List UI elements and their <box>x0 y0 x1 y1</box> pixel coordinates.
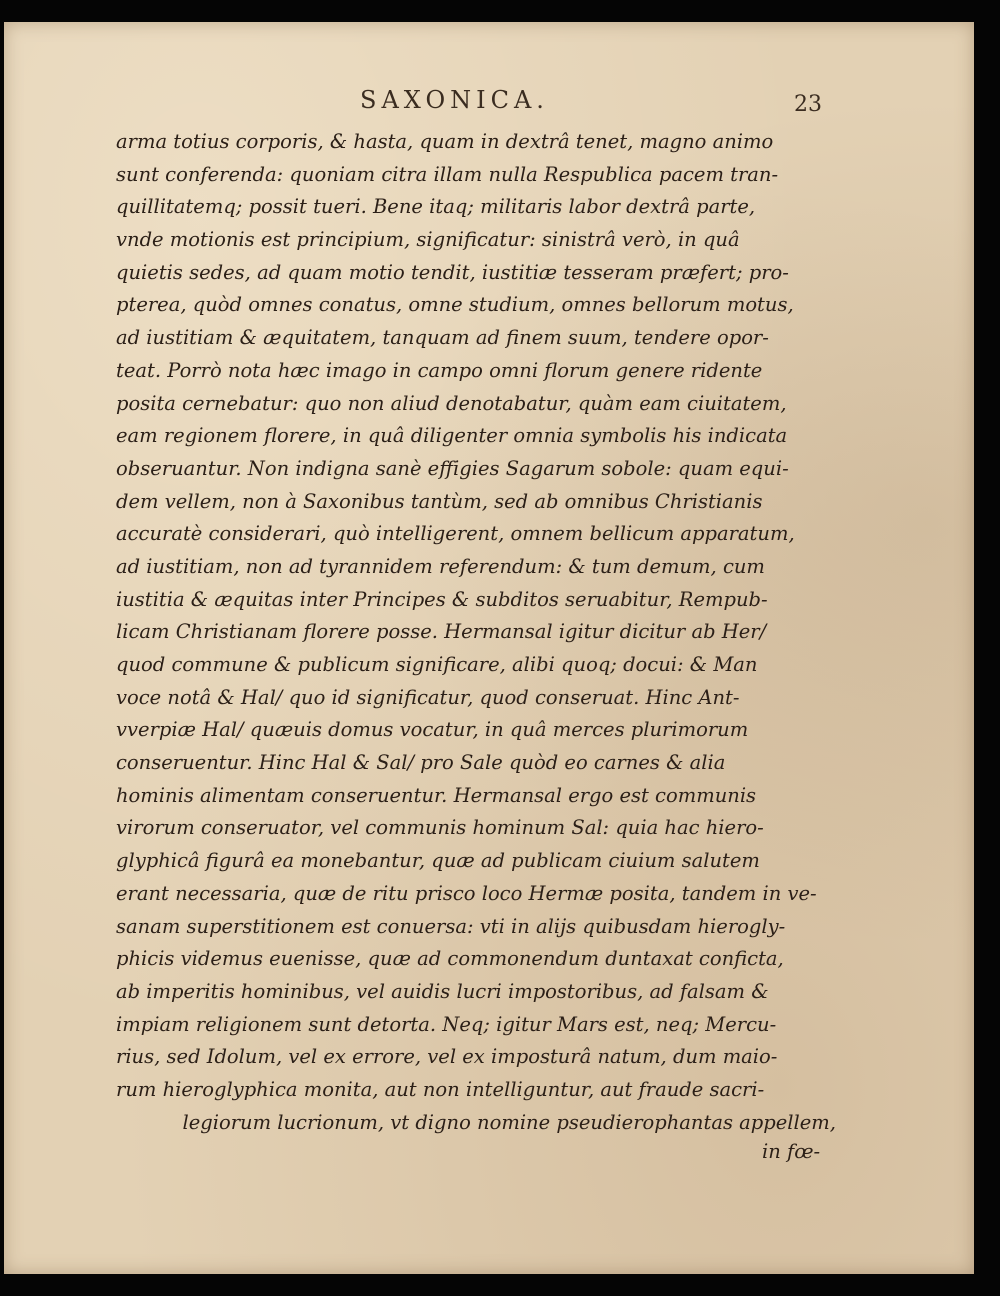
text-line: sunt conferenda: quoniam citra illam nulla Respublica pacem tran- <box>116 162 779 186</box>
text-line: licam Christianam florere posse. Hermansal igitur dicitur ab Her/ <box>116 620 767 644</box>
text-line: sanam superstitionem est conuersa: vti in alijs quibusdam hierogly- <box>116 914 786 938</box>
text-line: quillitatemq; possit tueri. Bene itaq; militaris labor dextrâ parte, <box>116 195 756 219</box>
text-line: vverpiæ Hal/ quæuis domus vocatur, in quâ merces plurimorum <box>116 718 749 742</box>
text-line: accuratè considerari, quò intelligerent, omnem bellicum apparatum, <box>116 522 795 546</box>
text-line: voce notâ & Hal/ quo id significatur, quod conseruat. Hinc Ant- <box>116 685 740 709</box>
text-line: rius, sed Idolum, vel ex errore, vel ex imposturâ natum, dum maio- <box>116 1045 778 1069</box>
text-line: iustitia & æquitas inter Principes & subditos seruabitur, Rempub- <box>116 587 768 611</box>
text-line: ad iustitiam, non ad tyrannidem referendum: & tum demum, cum <box>116 554 765 578</box>
text-line: virorum conseruator, vel communis hominum Sal: quia hac hiero- <box>116 816 764 840</box>
text-line: obseruantur. Non indigna sanè effigies Sagarum sobole: quam equi- <box>116 456 789 480</box>
text-line: eam regionem florere, in quâ diligenter omnia symbolis his indicata <box>116 424 788 448</box>
page-header <box>4 86 974 126</box>
text-line: pterea, quòd omnes conatus, omne studium, omnes bellorum motus, <box>116 293 794 317</box>
text-line: impiam religionem sunt detorta. Neq; igitur Mars est, neq; Mercu- <box>116 1012 777 1036</box>
text-line: quietis sedes, ad quam motio tendit, iustitiæ tesseram præfert; pro- <box>116 260 789 284</box>
text-line: erant necessaria, quæ de ritu prisco loco Hermæ posita, tandem in ve- <box>116 881 817 905</box>
text-line: arma totius corporis, & hasta, quam in dextrâ tenet, magno animo <box>116 130 774 153</box>
text-line: legiorum lucrionum, vt digno nomine pseudierophantas appellem, <box>182 1110 836 1134</box>
text-line: conseruentur. Hinc Hal & Sal/ pro Sale quòd eo carnes & alia <box>116 751 726 775</box>
text-line: rum hieroglyphica monita, aut non intelliguntur, aut fraude sacri- <box>116 1077 765 1101</box>
text-line: quod commune & publicum significare, alibi quoq; docui: & Man <box>116 653 758 676</box>
text-line: vnde motionis est principium, significatur: sinistrâ verò, in quâ <box>116 228 740 252</box>
text-line: posita cernebatur: quo non aliud denotabatur, quàm eam ciuitatem, <box>116 391 787 415</box>
text-line: dem vellem, non à Saxonibus tantùm, sed ab omnibus Christianis <box>116 489 763 513</box>
page-number: 23 <box>794 92 822 117</box>
text-line: ad iustitiam & æquitatem, tanquam ad finem suum, tendere opor- <box>116 326 769 350</box>
text-line: phicis videmus euenisse, quæ ad commonendum duntaxat conficta, <box>116 947 784 971</box>
text-line: teat. Porrò nota hæc imago in campo omni florum genere ridente <box>116 358 763 382</box>
body-text <box>116 126 836 1139</box>
book-page <box>4 22 974 1274</box>
text-line: hominis alimentam conseruentur. Hermansal ergo est communis <box>116 783 757 807</box>
text-line: ab imperitis hominibus, vel auidis lucri impostoribus, ad falsam & <box>116 979 769 1003</box>
catchword: in fœ- <box>762 1140 821 1163</box>
running-title: SAXONICA. <box>360 86 549 114</box>
text-line: glyphicâ figurâ ea monebantur, quæ ad publicam ciuium salutem <box>116 849 760 873</box>
